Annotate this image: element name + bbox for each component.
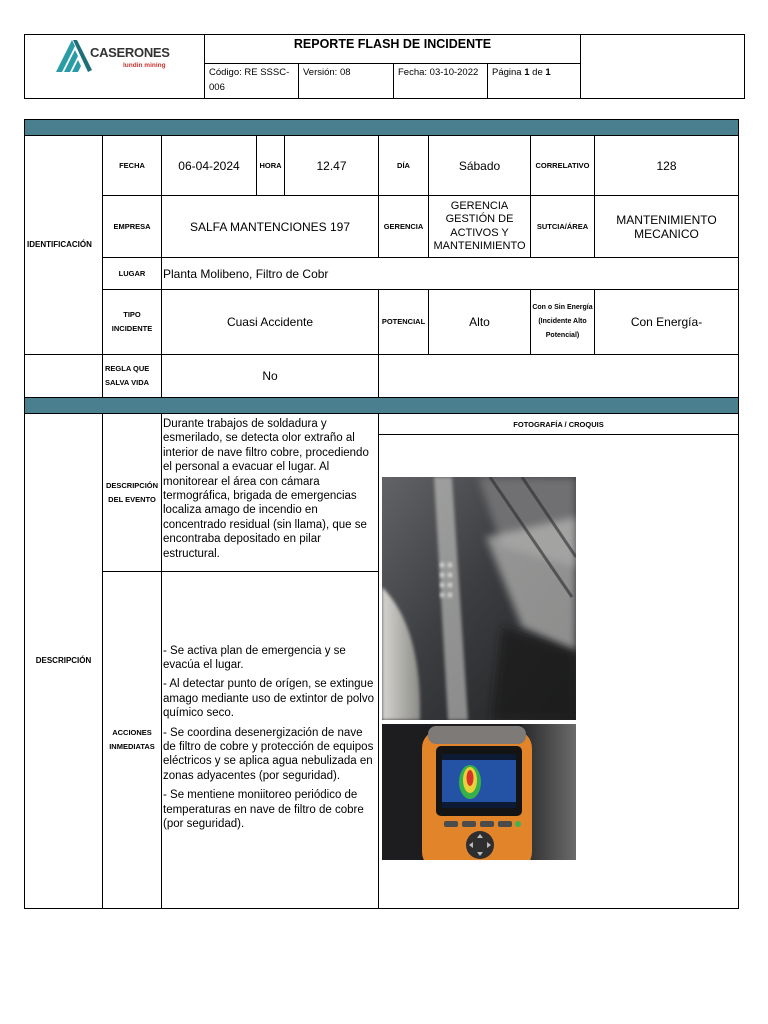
text-descripcion-evento: Durante trabajos de soldadura y esmerilado, se detecta olor extraño al interior de nave filtro cobre, procediendo el personal a evacuar el lugar. Al monitorear el área con cámara termográfica, brigada de emergencias localiza amago de incendio en concentrado residual (sin llama), que se encontraba depositado en pilar estructural. bbox=[162, 414, 379, 572]
page-total: 1 bbox=[545, 67, 551, 78]
accion-item: - Se mentiene moniitoreo periódico de temperaturas en nave de filtro de cobre (por seguridad). bbox=[163, 789, 364, 831]
section-label-descripcion: DESCRIPCIÓN bbox=[25, 414, 103, 909]
label-fotografia-croquis: FOTOGRAFÍA / CROQUIS bbox=[379, 414, 739, 435]
value-gerencia: GERENCIA GESTIÓN DE ACTIVOS Y MANTENIMIENTO bbox=[429, 196, 531, 258]
label-correlativo: CORRELATIVO bbox=[531, 136, 595, 196]
label-energia: Con o Sin Energía (Incidente Alto Potencial) bbox=[531, 290, 595, 355]
company-logo bbox=[25, 36, 203, 98]
row-regla-salva-vida bbox=[25, 355, 739, 398]
row-empresa bbox=[25, 196, 739, 258]
logo-cell bbox=[25, 35, 205, 99]
page-current: 1 bbox=[524, 67, 530, 78]
value-regla-salva-vida: No bbox=[162, 355, 379, 398]
value-fecha: 06-04-2024 bbox=[162, 136, 257, 196]
report-title: REPORTE FLASH DE INCIDENTE bbox=[205, 35, 581, 64]
value-sutcia-area: MANTENIMIENTO MECANICO bbox=[595, 196, 739, 258]
label-lugar: LUGAR bbox=[103, 258, 162, 290]
text-acciones-inmediatas bbox=[162, 572, 379, 909]
value-correlativo: 128 bbox=[595, 136, 739, 196]
label-dia: DÍA bbox=[379, 136, 429, 196]
label-regla-salva-vida: REGLA QUE SALVA VIDA bbox=[103, 355, 162, 398]
label-tipo-incidente: TIPO INCIDENTE bbox=[103, 290, 162, 355]
section-band bbox=[25, 120, 739, 136]
value-potencial: Alto bbox=[429, 290, 531, 355]
page-number bbox=[488, 64, 581, 99]
logo-brand-text: CASERONES bbox=[90, 44, 170, 60]
section-band bbox=[25, 398, 739, 414]
row-descripcion-header bbox=[25, 414, 739, 435]
value-hora: 12.47 bbox=[285, 136, 379, 196]
value-empresa: SALFA MANTENCIONES 197 bbox=[162, 196, 379, 258]
photo-area bbox=[379, 435, 738, 905]
label-acciones-inmediatas: ACCIONES INMEDIATAS bbox=[103, 572, 162, 909]
incident-photo-thermal-camera bbox=[382, 724, 576, 860]
thermal-camera bbox=[422, 726, 532, 860]
page-label: Página bbox=[492, 67, 522, 78]
document-date: Fecha: 03-10-2022 bbox=[394, 64, 488, 99]
value-dia: Sábado bbox=[429, 136, 531, 196]
document-version: Versión: 08 bbox=[299, 64, 394, 99]
row-tipo-incidente bbox=[25, 290, 739, 355]
label-potencial: POTENCIAL bbox=[379, 290, 429, 355]
mountain-logo-icon bbox=[56, 40, 92, 72]
label-gerencia: GERENCIA bbox=[379, 196, 429, 258]
value-lugar: Planta Molibeno, Filtro de Cobr bbox=[162, 258, 739, 290]
report-header bbox=[24, 34, 745, 99]
section-band-descripcion bbox=[25, 398, 739, 414]
label-fecha: FECHA bbox=[103, 136, 162, 196]
section-band-identificacion bbox=[25, 120, 739, 136]
row-lugar bbox=[25, 258, 739, 290]
incident-photo-interior bbox=[382, 477, 576, 720]
page-of: de bbox=[532, 67, 543, 78]
label-descripcion-evento: DESCRIPCIÓN DEL EVENTO bbox=[103, 414, 162, 572]
logo-tagline: lundin mining bbox=[123, 61, 166, 69]
empty-cell bbox=[379, 355, 739, 398]
accion-item: - Se activa plan de emergencia y se evacúa el lugar. bbox=[163, 644, 346, 671]
empty-cell bbox=[25, 355, 103, 398]
document-code: Código: RE SSSC-006 bbox=[205, 64, 299, 99]
row-fecha bbox=[25, 136, 739, 196]
incident-form bbox=[24, 119, 739, 909]
accion-item: - Se coordina desenergización de nave de filtro de cobre y protección de equipos eléctricos y se aplica agua nebulizada en zonas adyacentes (por seguridad). bbox=[163, 726, 374, 782]
header-empty-cell bbox=[581, 35, 745, 99]
photo-cell bbox=[379, 435, 739, 909]
label-hora: HORA bbox=[257, 136, 285, 196]
section-label-identificacion: IDENTIFICACIÓN bbox=[25, 136, 103, 355]
accion-item: - Al detectar punto de orígen, se extingue amago mediante uso de extintor de polvo químico seco. bbox=[163, 678, 374, 720]
label-sutcia-area: SUTCIA/ÁREA bbox=[531, 196, 595, 258]
value-energia: Con Energía- bbox=[595, 290, 739, 355]
label-empresa: EMPRESA bbox=[103, 196, 162, 258]
header-row-title bbox=[25, 35, 745, 64]
value-tipo-incidente: Cuasi Accidente bbox=[162, 290, 379, 355]
